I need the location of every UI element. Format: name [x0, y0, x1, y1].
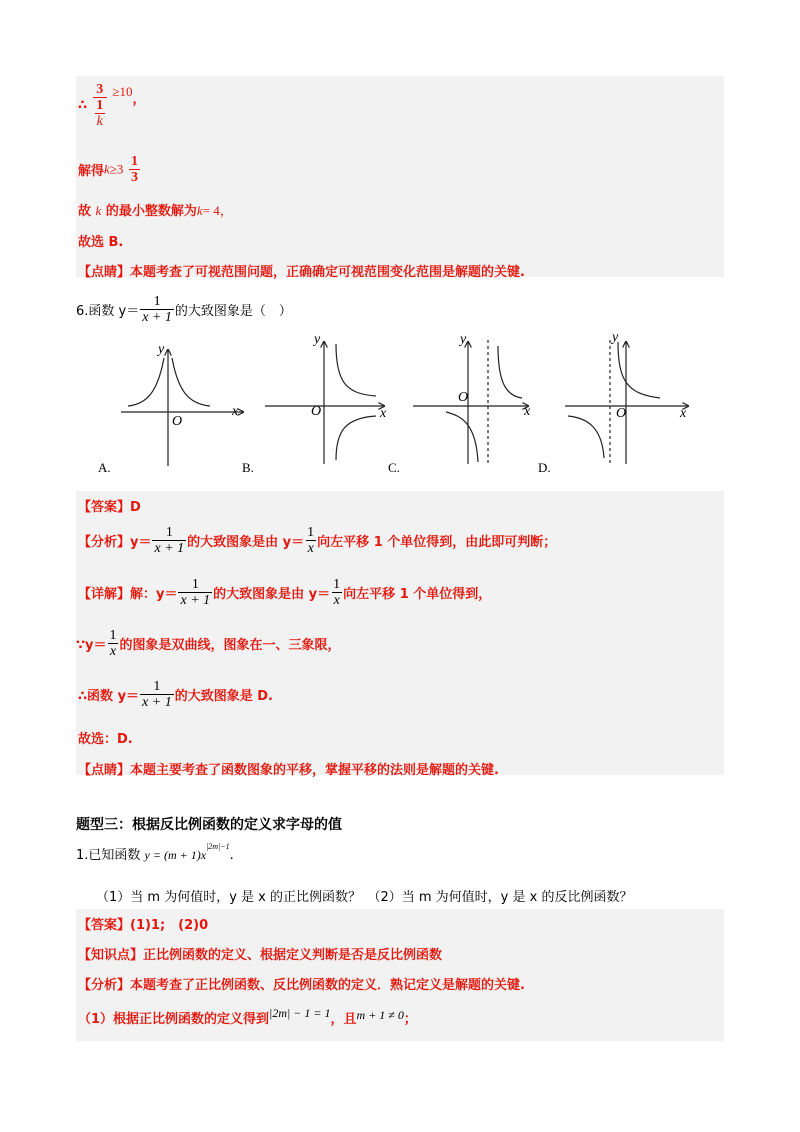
graph-d-x: x — [680, 406, 687, 421]
because-6: ∵y＝ $\frac{1}{x}$ 的图象是双曲线，图象在一、三象限， — [76, 628, 341, 659]
answer-q1: 【答案】(1)1; (2)0 — [78, 918, 209, 933]
graph-a-x: x — [232, 404, 239, 419]
step1-q1: （1）根据正比例函数的定义得到|2m| − 1 = 1，且m + 1 ≠ 0； — [78, 1006, 417, 1027]
therefore-6: ∴函数 y＝ $\frac{1}{x + 1}$ 的大致图象是 D. — [78, 679, 273, 710]
therefore-inequality: ∴ 3 1 k ≥10， — [78, 82, 146, 129]
option-a-label[interactable]: A. — [98, 460, 111, 475]
graph-b-x: x — [380, 406, 387, 421]
question-6: 6.函数 y＝ $\frac{1}{x + 1}$ 的大致图象是（ ） — [76, 294, 292, 325]
question-1-parts: （1）当 m 为何值时，y 是 x 的正比例函数？ （2）当 m 为何值时，y 是 x 的反比例函数？ — [96, 890, 633, 905]
graph-c-y: y — [460, 332, 467, 347]
graph-d-y: y — [612, 330, 619, 345]
graph-b-y: y — [314, 332, 321, 347]
min-integer-line: 故 k 的最小整数解为k= 4， — [78, 203, 233, 219]
knowledge-q1: 【知识点】正比例函数的定义、根据定义判断是否是反比例函数 — [78, 948, 443, 963]
option-c-label[interactable]: C. — [388, 460, 400, 475]
graph-c-x: x — [524, 404, 531, 419]
answer-6: 【答案】D — [78, 500, 141, 515]
graph-c-origin: O — [458, 390, 469, 405]
graph-option-d — [562, 332, 694, 466]
detail-6: 【详解】解：y＝ $\frac{1}{x + 1}$ 的大致图象是由 y＝ $\frac{1}{x}$ 向左平移 1 个单位得到， — [78, 577, 492, 608]
graph-option-a — [118, 340, 250, 468]
question-1: 1.已知函数 $y = (m + 1)x^{|2m|-1}$. — [76, 842, 234, 863]
graph-option-c — [410, 332, 534, 466]
graph-a-y: y — [158, 342, 165, 357]
option-d-label[interactable]: D. — [538, 460, 551, 475]
choose-d: 故选：D. — [78, 732, 133, 747]
analysis-q1: 【分析】本题考查了正比例函数、反比例函数的定义．熟记定义是解题的关键. — [78, 978, 525, 993]
graph-option-b — [262, 332, 392, 466]
graph-b-origin: O — [311, 404, 322, 419]
dianjing-2: 【点睛】本题主要考查了函数图象的平移，掌握平移的法则是解题的关键. — [78, 763, 499, 778]
graph-d-origin: O — [616, 406, 627, 421]
choose-b: 故选 B. — [78, 235, 124, 250]
option-b-label[interactable]: B. — [242, 460, 254, 475]
graph-a-origin: O — [172, 414, 183, 429]
solution-box-1 — [76, 76, 724, 277]
solve-line: 解得k≥3 $\frac{1}{3}$ — [78, 154, 138, 185]
dianjing-1: 【点睛】本题考查了可视范围问题，正确确定可视范围变化范围是解题的关键. — [78, 265, 525, 280]
section-heading: 题型三：根据反比例函数的定义求字母的值 — [76, 817, 342, 833]
analysis-6: 【分析】y＝ $\frac{1}{x + 1}$ 的大致图象是由 y＝ $\frac{1}{x}$ 向左平移 1 个单位得到，由此即可判断； — [78, 525, 557, 556]
